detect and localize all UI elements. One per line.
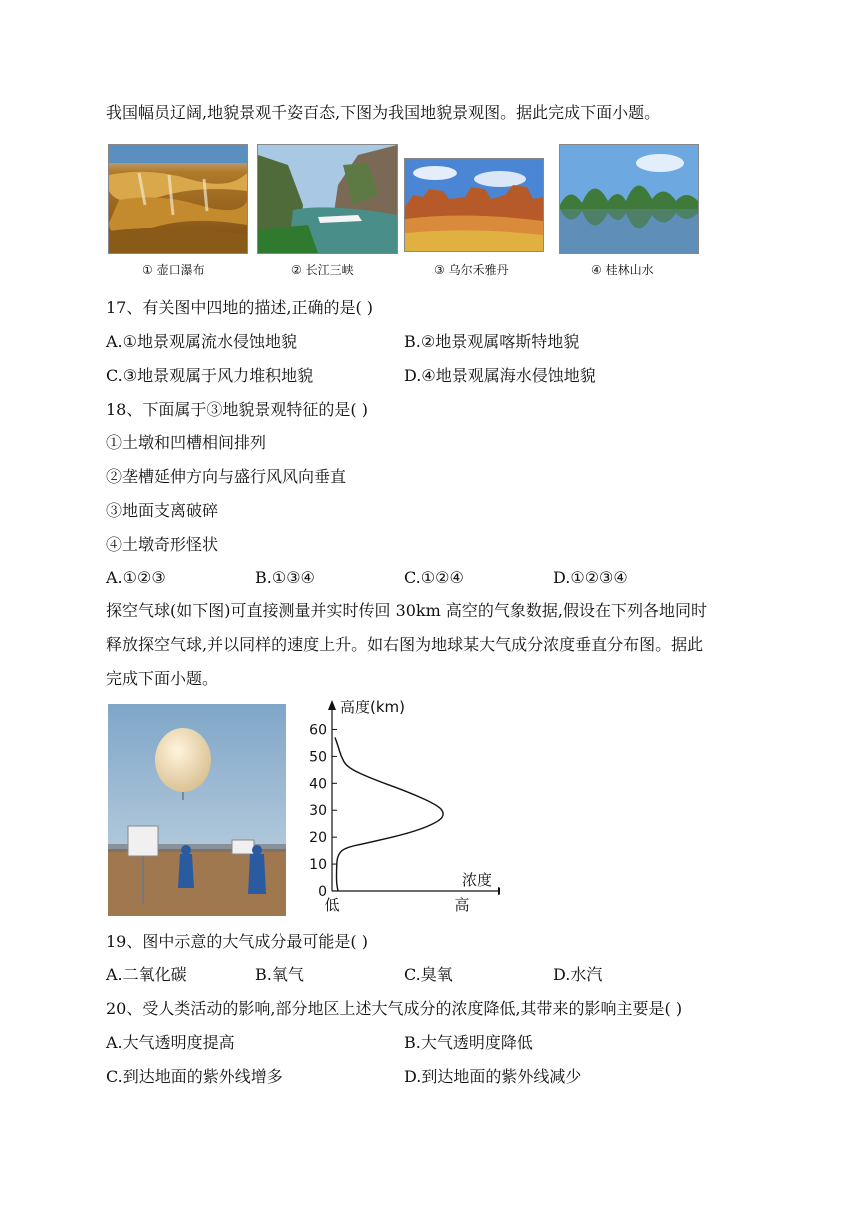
y-axis-label: 高度(km) — [340, 700, 406, 716]
sounding-balloon-photo — [108, 704, 286, 916]
intro-paragraph-1: 我国幅员辽阔,地貌景观千姿百态,下图为我国地貌景观图。据此完成下面小题。 — [106, 103, 661, 122]
q20-stem: 20、受人类活动的影响,部分地区上述大气成分的浓度降低,其带来的影响主要是( ) — [106, 999, 683, 1018]
caption-guilin: ④ 桂林山水 — [591, 263, 654, 277]
y-tick-label: 60 — [309, 722, 327, 739]
q17-option-a[interactable]: A.①地景观属流水侵蚀地貌 — [106, 332, 297, 351]
q20-option-c[interactable]: C.到达地面的紫外线增多 — [106, 1067, 283, 1086]
q17-option-d[interactable]: D.④地景观属海水侵蚀地貌 — [404, 366, 596, 385]
hukou-waterfall-photo — [108, 144, 248, 254]
q19-option-a[interactable]: A.二氧化碳 — [106, 965, 187, 984]
intro-paragraph-2-line-2: 释放探空气球,并以同样的速度上升。如右图为地球某大气成分浓度垂直分布图。据此 — [106, 635, 704, 654]
y-tick-label: 20 — [309, 830, 327, 847]
q18-option-c[interactable]: C.①②④ — [404, 568, 464, 587]
q18-stem: 18、下面属于③地貌景观特征的是( ) — [106, 400, 368, 419]
q18-item-3: ③地面支离破碎 — [106, 501, 219, 520]
q18-item-2: ②垄槽延伸方向与盛行风风向垂直 — [106, 467, 347, 486]
intro-paragraph-2-line-1: 探空气球(如下图)可直接测量并实时传回 30km 高空的气象数据,假设在下列各地同时 — [106, 601, 707, 620]
intro-paragraph-2-line-3: 完成下面小题。 — [106, 669, 219, 688]
y-tick-label: 0 — [318, 884, 327, 900]
y-tick-label: 30 — [309, 803, 327, 820]
q17-option-c[interactable]: C.③地景观属于风力堆积地貌 — [106, 366, 314, 385]
x-axis-arrow — [498, 887, 500, 895]
caption-wuerhe: ③ 乌尔禾雅丹 — [434, 263, 509, 277]
q18-option-a[interactable]: A.①②③ — [106, 568, 166, 587]
q18-item-4: ④土墩奇形怪状 — [106, 535, 219, 554]
concentration-chart — [300, 700, 500, 918]
q17-stem: 17、有关图中四地的描述,正确的是( ) — [106, 298, 374, 317]
q20-option-b[interactable]: B.大气透明度降低 — [404, 1033, 533, 1052]
q20-option-a[interactable]: A.大气透明度提高 — [106, 1033, 235, 1052]
q19-option-b[interactable]: B.氧气 — [255, 965, 304, 984]
q19-option-c[interactable]: C.臭氧 — [404, 965, 453, 984]
y-axis-arrow — [328, 700, 336, 710]
wuerhe-yardang-photo — [404, 158, 544, 252]
q18-item-1: ①土墩和凹槽相间排列 — [106, 433, 267, 452]
y-tick-label: 10 — [309, 857, 327, 874]
x-tick-label-high: 高 — [454, 896, 470, 914]
q17-option-b[interactable]: B.②地景观属喀斯特地貌 — [404, 332, 580, 351]
guilin-landscape-photo — [559, 144, 699, 254]
q19-option-d[interactable]: D.水汽 — [553, 965, 603, 984]
y-tick-label: 50 — [309, 749, 327, 766]
y-tick-label: 40 — [309, 776, 327, 793]
q19-stem: 19、图中示意的大气成分最可能是( ) — [106, 932, 368, 951]
q18-option-d[interactable]: D.①②③④ — [553, 568, 628, 587]
concentration-curve — [335, 738, 443, 891]
caption-three-gorges: ② 长江三峡 — [291, 263, 354, 277]
caption-hukou: ① 壶口瀑布 — [142, 263, 205, 277]
three-gorges-photo — [257, 144, 398, 254]
q20-option-d[interactable]: D.到达地面的紫外线减少 — [404, 1067, 582, 1086]
x-axis-label: 浓度 — [462, 871, 493, 889]
q18-option-b[interactable]: B.①③④ — [255, 568, 315, 587]
x-tick-label-low: 低 — [324, 896, 340, 914]
